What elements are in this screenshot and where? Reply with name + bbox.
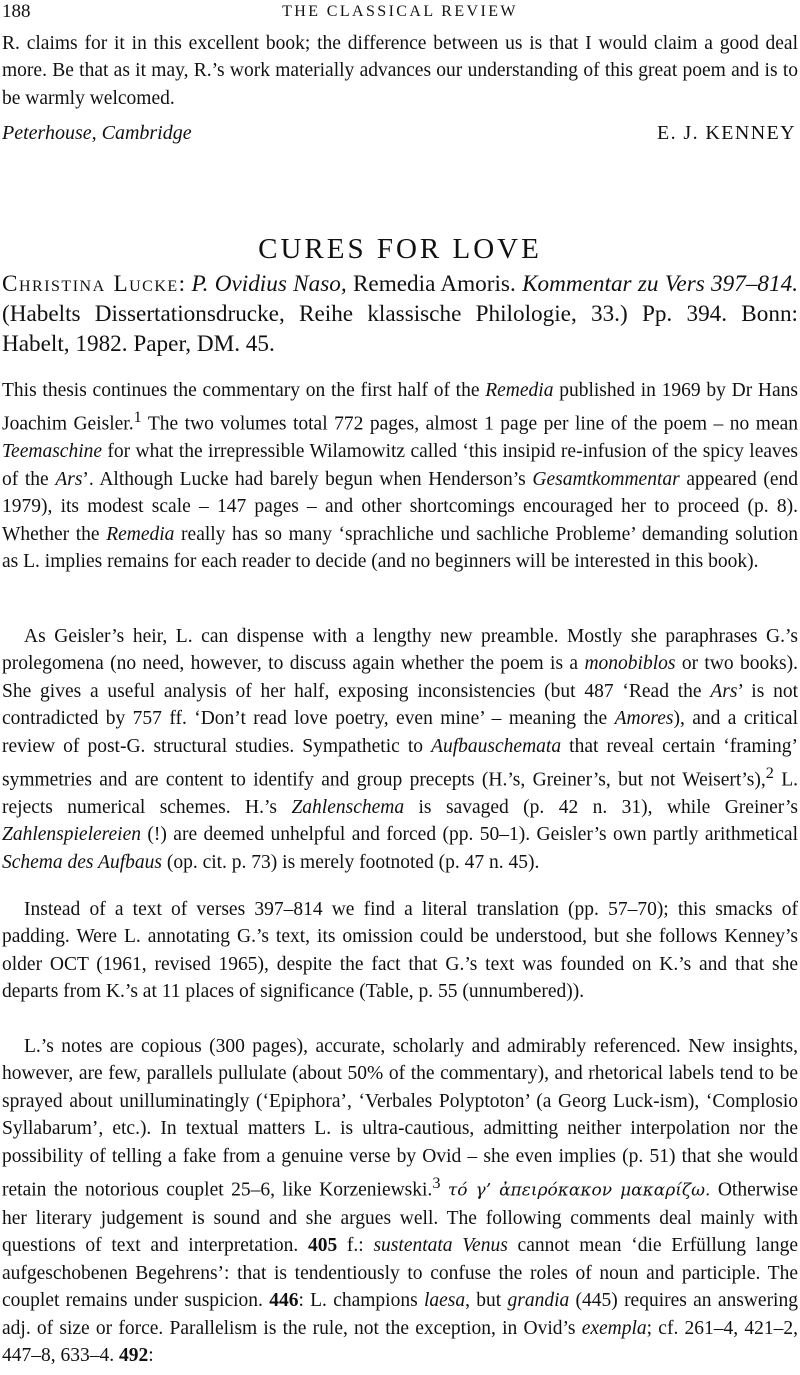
work-prefix: P. Ovidius Naso, [191, 271, 347, 297]
line-ref-492: 492 [119, 1344, 149, 1366]
review-title: CURES FOR LOVE [258, 233, 542, 266]
previous-review-closing: R. claims for it in this excellent book; the difference between us is that I would claim a good deal more. Be that as it may, R.’s work materially advances our understanding of this great poem and is to be warmly welcomed. [2, 33, 798, 109]
previous-review-signature [2, 122, 798, 152]
body-paragraph-3: Instead of a text of verses 397–814 we find a literal translation (pp. 57–70); this smacks of padding. Were L. annotating G.’s text, its omission could be understood, but she follows Kenney’s older OCT (1961, revised 1965), despite the fact that G.’s text was founded on K.’s and that she departs from K.’s at 11 places of significance (Table, p. 55 (unnumbered)). [2, 899, 798, 1003]
running-head [0, 0, 800, 24]
body-paragraph-4: L.’s notes are copious (300 pages), accurate, scholarly and admirably referenced. New insights, however, are few, parallels pullulate (about 50% of the commentary), and rhetorical labels tend to be sprayed about unilluminatingly (‘Epiphora’, ‘Verbales Polyptoton’ (a Georg Luck-ism), ‘Complosio Syllabarum’, etc.). In textual matters L. is ultra-cautious, admitting neither interpolation nor the possibility of telling a fake from a genuine verse by Ovid – she even implies (p. 51) that she would retain the notorious couplet 25–6, like Korzeniewski.$^3$ τό γ’ ἀπειρόκακον μακαρίζω. Otherwise her literary judgement is sound and she argues well. The following comments deal mainly with questions of text and interpretation. 405 f.: sustentata Venus cannot mean ‘die Erfüllung lange aufgeschobenen Begehrens’: that is tendentiously to confuse the roles of noun and participle. The couplet remains under suspicion. 446: L. champions laesa, but grandia (445) requires an answering adj. of size or force. Parallelism is the rule, not the exception, in Ovid’s exempla; cf. 261–4, 421–2, 447–8, 633–4. 492: [2, 1036, 798, 1366]
footnote-ref-1[interactable]: 1 [133, 408, 142, 427]
line-ref-405: 405 [307, 1235, 338, 1257]
reviewer-name: E. J. KENNEY [656, 122, 796, 144]
body-paragraph-1: This thesis continues the commentary on the first half of the Remedia published in 1969 by Dr Hans Joachim Geisler.$^1$ The two volumes total 772 pages, almost 1 page per line of the poem – no mean Teemaschine for what the irrepressible Wilamowitz called ‘this insipid re-infusion of the spicy leaves of the Ars’. Although Lucke had barely begun when Henderson’s Gesamtkommentar appeared (end 1979), its modest scale – 147 pages – and other shortcomings encouraged her to proceed (p. 8). Whether the Remedia really has so many ‘sprachliche und sachliche Probleme’ demanding solution as L. implies remains for each reader to decide (and no beginners will be interested in this book). [2, 380, 799, 572]
publication-details: (Habelts Dissertationsdrucke, Reihe klassische Philologie, 33.) Pp. 394. Bonn: Habelt, 1982. Paper, DM. 45. [2, 301, 798, 357]
book-author: Christina Lucke [2, 271, 179, 297]
bibliographic-heading: Christina Lucke: P. Ovidius Naso, Remedia Amoris. Kommentar zu Vers 397–814. (Habelts Dissertationsdrucke, Reihe klassische Philologie, 33.) Pp. 394. Bonn: Habelt, 1982. Paper, DM. 45. [2, 271, 799, 357]
work-suffix: Kommentar zu Vers 397–814. [522, 271, 799, 297]
reviewer-place: Peterhouse, Cambridge [2, 122, 192, 144]
footnote-ref-2[interactable]: 2 [765, 764, 774, 783]
page-number: 188 [2, 1, 31, 22]
greek-quotation: τό γ’ ἀπειρόκακον μακαρίζω. [447, 1180, 711, 1201]
body-paragraph-2: As Geisler’s heir, L. can dispense with a lengthy new preamble. Mostly she paraphrases G.’s prolegomena (no need, however, to discuss again whether the poem is a monobiblos or two books). She gives a useful analysis of her half, exposing inconsistencies (but 487 ‘Read the Ars’ is not contradicted by 757 ff. ‘Don’t read love poetry, even mine’ – meaning the Amores), and a critical review of post-G. structural studies. Sympathetic to Aufbauschemata that reveal certain ‘framing’ symmetries and are content to identify and group precepts (H.’s, Greiner’s, but not Weisert’s),$^2$ L. rejects numerical schemes. H.’s Zahlenschema is savaged (p. 42 n. 31), while Greiner’s Zahlenspielereien (!) are deemed unhelpful and forced (pp. 50–1). Geisler’s own partly arithmetical Schema des Aufbaus (op. cit. p. 73) is merely footnoted (p. 47 n. 45). [2, 626, 798, 873]
line-ref-446: 446 [269, 1290, 299, 1312]
journal-title: THE CLASSICAL REVIEW [282, 3, 518, 20]
work-title: Remedia Amoris. [352, 271, 516, 297]
footnote-ref-3[interactable]: 3 [432, 1174, 441, 1193]
